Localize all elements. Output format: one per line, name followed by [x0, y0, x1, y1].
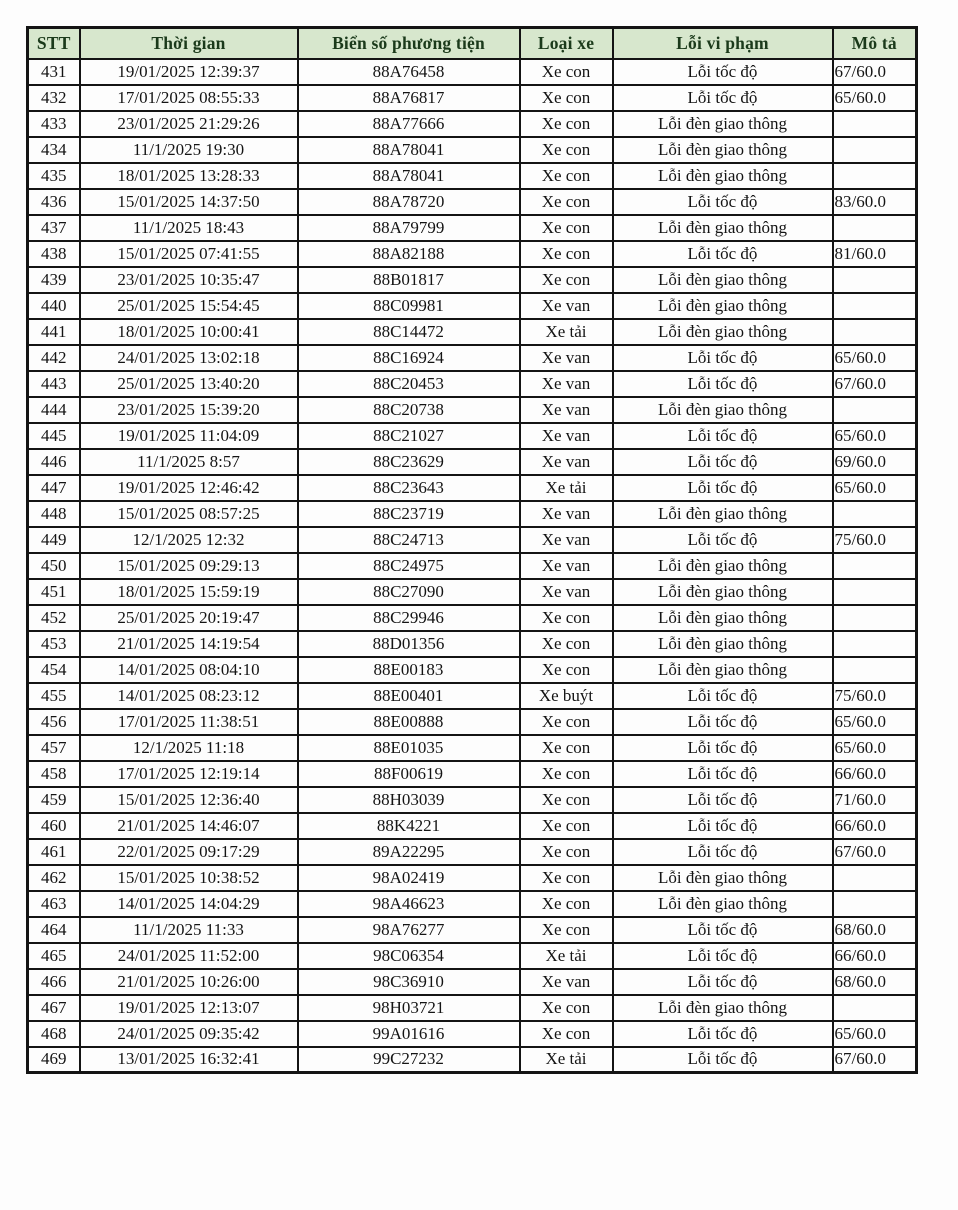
cell-violation: Lỗi tốc độ [613, 189, 833, 215]
cell-vehicle-type: Xe tải [520, 943, 613, 969]
violations-table [26, 26, 918, 1074]
cell-violation: Lỗi đèn giao thông [613, 579, 833, 605]
cell-plate: 88A76817 [298, 85, 520, 111]
cell-violation: Lỗi tốc độ [613, 761, 833, 787]
table-row [28, 1047, 917, 1073]
cell-description: 65/60.0 [833, 85, 917, 111]
cell-time: 14/01/2025 08:23:12 [80, 683, 298, 709]
cell-description [833, 631, 917, 657]
cell-plate: 98A76277 [298, 917, 520, 943]
cell-time: 15/01/2025 08:57:25 [80, 501, 298, 527]
cell-description: 83/60.0 [833, 189, 917, 215]
cell-vehicle-type: Xe van [520, 969, 613, 995]
table-row [28, 813, 917, 839]
cell-plate: 88A78041 [298, 163, 520, 189]
cell-violation: Lỗi đèn giao thông [613, 163, 833, 189]
cell-description [833, 163, 917, 189]
cell-stt: 466 [28, 969, 80, 995]
table-row [28, 475, 917, 501]
table-row [28, 943, 917, 969]
cell-vehicle-type: Xe con [520, 1021, 613, 1047]
cell-violation: Lỗi tốc độ [613, 423, 833, 449]
column-header-violation: Lỗi vi phạm [613, 28, 833, 59]
cell-description [833, 111, 917, 137]
cell-plate: 99C27232 [298, 1047, 520, 1073]
cell-violation: Lỗi tốc độ [613, 813, 833, 839]
cell-plate: 88C20453 [298, 371, 520, 397]
table-row [28, 85, 917, 111]
cell-description: 66/60.0 [833, 943, 917, 969]
cell-description: 68/60.0 [833, 917, 917, 943]
cell-description [833, 215, 917, 241]
cell-description [833, 657, 917, 683]
cell-stt: 447 [28, 475, 80, 501]
cell-plate: 89A22295 [298, 839, 520, 865]
table-row [28, 215, 917, 241]
cell-vehicle-type: Xe van [520, 501, 613, 527]
cell-vehicle-type: Xe tải [520, 1047, 613, 1073]
cell-description: 65/60.0 [833, 423, 917, 449]
cell-vehicle-type: Xe con [520, 605, 613, 631]
cell-stt: 432 [28, 85, 80, 111]
cell-vehicle-type: Xe con [520, 839, 613, 865]
cell-stt: 445 [28, 423, 80, 449]
table-row [28, 631, 917, 657]
table-row [28, 241, 917, 267]
cell-vehicle-type: Xe con [520, 891, 613, 917]
cell-description: 65/60.0 [833, 1021, 917, 1047]
cell-violation: Lỗi đèn giao thông [613, 605, 833, 631]
cell-violation: Lỗi tốc độ [613, 839, 833, 865]
cell-plate: 88E00401 [298, 683, 520, 709]
cell-violation: Lỗi tốc độ [613, 241, 833, 267]
cell-description: 66/60.0 [833, 813, 917, 839]
cell-violation: Lỗi tốc độ [613, 85, 833, 111]
table-row [28, 683, 917, 709]
table-row [28, 761, 917, 787]
cell-stt: 443 [28, 371, 80, 397]
cell-vehicle-type: Xe con [520, 163, 613, 189]
cell-stt: 450 [28, 553, 80, 579]
cell-violation: Lỗi tốc độ [613, 449, 833, 475]
cell-time: 12/1/2025 11:18 [80, 735, 298, 761]
cell-violation: Lỗi đèn giao thông [613, 657, 833, 683]
cell-vehicle-type: Xe tải [520, 475, 613, 501]
cell-plate: 88C16924 [298, 345, 520, 371]
cell-description: 81/60.0 [833, 241, 917, 267]
cell-vehicle-type: Xe con [520, 267, 613, 293]
cell-plate: 88C20738 [298, 397, 520, 423]
cell-violation: Lỗi tốc độ [613, 59, 833, 85]
cell-plate: 88C14472 [298, 319, 520, 345]
cell-time: 17/01/2025 12:19:14 [80, 761, 298, 787]
table-row [28, 371, 917, 397]
table-row [28, 501, 917, 527]
cell-violation: Lỗi đèn giao thông [613, 397, 833, 423]
cell-vehicle-type: Xe van [520, 527, 613, 553]
cell-violation: Lỗi tốc độ [613, 683, 833, 709]
cell-vehicle-type: Xe con [520, 735, 613, 761]
cell-stt: 461 [28, 839, 80, 865]
table-row [28, 865, 917, 891]
cell-plate: 88K4221 [298, 813, 520, 839]
cell-vehicle-type: Xe con [520, 995, 613, 1021]
cell-description [833, 553, 917, 579]
cell-time: 15/01/2025 10:38:52 [80, 865, 298, 891]
cell-description: 68/60.0 [833, 969, 917, 995]
cell-vehicle-type: Xe con [520, 917, 613, 943]
cell-vehicle-type: Xe con [520, 137, 613, 163]
cell-description [833, 995, 917, 1021]
cell-plate: 88B01817 [298, 267, 520, 293]
cell-description: 65/60.0 [833, 345, 917, 371]
cell-description [833, 293, 917, 319]
cell-stt: 468 [28, 1021, 80, 1047]
cell-violation: Lỗi đèn giao thông [613, 293, 833, 319]
cell-stt: 456 [28, 709, 80, 735]
cell-description: 75/60.0 [833, 683, 917, 709]
cell-stt: 446 [28, 449, 80, 475]
cell-plate: 88C29946 [298, 605, 520, 631]
cell-vehicle-type: Xe con [520, 865, 613, 891]
cell-time: 22/01/2025 09:17:29 [80, 839, 298, 865]
cell-description [833, 891, 917, 917]
table-row [28, 527, 917, 553]
cell-time: 19/01/2025 12:39:37 [80, 59, 298, 85]
cell-plate: 88A82188 [298, 241, 520, 267]
cell-plate: 88A78041 [298, 137, 520, 163]
cell-stt: 449 [28, 527, 80, 553]
cell-stt: 439 [28, 267, 80, 293]
cell-violation: Lỗi tốc độ [613, 943, 833, 969]
cell-stt: 463 [28, 891, 80, 917]
cell-violation: Lỗi đèn giao thông [613, 553, 833, 579]
cell-description: 67/60.0 [833, 839, 917, 865]
cell-vehicle-type: Xe con [520, 59, 613, 85]
cell-plate: 98H03721 [298, 995, 520, 1021]
cell-vehicle-type: Xe tải [520, 319, 613, 345]
table-row [28, 59, 917, 85]
cell-plate: 88E00888 [298, 709, 520, 735]
cell-time: 14/01/2025 08:04:10 [80, 657, 298, 683]
cell-stt: 467 [28, 995, 80, 1021]
cell-vehicle-type: Xe van [520, 293, 613, 319]
cell-stt: 454 [28, 657, 80, 683]
cell-stt: 451 [28, 579, 80, 605]
cell-plate: 98A02419 [298, 865, 520, 891]
cell-plate: 88C24713 [298, 527, 520, 553]
cell-vehicle-type: Xe van [520, 371, 613, 397]
cell-description: 67/60.0 [833, 59, 917, 85]
cell-vehicle-type: Xe con [520, 631, 613, 657]
cell-vehicle-type: Xe con [520, 761, 613, 787]
cell-violation: Lỗi đèn giao thông [613, 995, 833, 1021]
cell-plate: 88C21027 [298, 423, 520, 449]
cell-time: 15/01/2025 12:36:40 [80, 787, 298, 813]
cell-violation: Lỗi tốc độ [613, 787, 833, 813]
cell-stt: 431 [28, 59, 80, 85]
table-row [28, 709, 917, 735]
cell-stt: 459 [28, 787, 80, 813]
table-row [28, 579, 917, 605]
cell-vehicle-type: Xe con [520, 215, 613, 241]
cell-stt: 460 [28, 813, 80, 839]
cell-plate: 88C23629 [298, 449, 520, 475]
table-row [28, 787, 917, 813]
cell-stt: 469 [28, 1047, 80, 1073]
cell-plate: 88D01356 [298, 631, 520, 657]
cell-time: 24/01/2025 09:35:42 [80, 1021, 298, 1047]
cell-vehicle-type: Xe con [520, 241, 613, 267]
cell-violation: Lỗi tốc độ [613, 345, 833, 371]
cell-description [833, 605, 917, 631]
cell-description [833, 865, 917, 891]
cell-time: 25/01/2025 20:19:47 [80, 605, 298, 631]
cell-plate: 88E00183 [298, 657, 520, 683]
cell-plate: 88C27090 [298, 579, 520, 605]
cell-time: 25/01/2025 15:54:45 [80, 293, 298, 319]
cell-plate: 88A78720 [298, 189, 520, 215]
cell-time: 19/01/2025 11:04:09 [80, 423, 298, 449]
table-row [28, 449, 917, 475]
cell-time: 18/01/2025 10:00:41 [80, 319, 298, 345]
cell-vehicle-type: Xe con [520, 189, 613, 215]
cell-violation: Lỗi đèn giao thông [613, 267, 833, 293]
cell-description [833, 501, 917, 527]
cell-time: 11/1/2025 8:57 [80, 449, 298, 475]
cell-plate: 88C23643 [298, 475, 520, 501]
table-row [28, 111, 917, 137]
cell-time: 11/1/2025 11:33 [80, 917, 298, 943]
cell-vehicle-type: Xe van [520, 579, 613, 605]
cell-violation: Lỗi đèn giao thông [613, 891, 833, 917]
cell-vehicle-type: Xe van [520, 423, 613, 449]
cell-time: 19/01/2025 12:46:42 [80, 475, 298, 501]
cell-violation: Lỗi đèn giao thông [613, 137, 833, 163]
cell-time: 24/01/2025 11:52:00 [80, 943, 298, 969]
cell-plate: 88H03039 [298, 787, 520, 813]
table-row [28, 553, 917, 579]
cell-plate: 88A76458 [298, 59, 520, 85]
table-row [28, 969, 917, 995]
cell-vehicle-type: Xe con [520, 85, 613, 111]
cell-vehicle-type: Xe con [520, 709, 613, 735]
cell-stt: 438 [28, 241, 80, 267]
cell-description: 69/60.0 [833, 449, 917, 475]
cell-time: 19/01/2025 12:13:07 [80, 995, 298, 1021]
column-header-time: Thời gian [80, 28, 298, 59]
table-row [28, 423, 917, 449]
cell-description: 67/60.0 [833, 1047, 917, 1073]
table-header [28, 28, 917, 59]
cell-description [833, 137, 917, 163]
cell-vehicle-type: Xe van [520, 397, 613, 423]
cell-time: 23/01/2025 15:39:20 [80, 397, 298, 423]
cell-stt: 435 [28, 163, 80, 189]
table-row [28, 891, 917, 917]
cell-violation: Lỗi đèn giao thông [613, 501, 833, 527]
cell-violation: Lỗi tốc độ [613, 709, 833, 735]
cell-violation: Lỗi tốc độ [613, 371, 833, 397]
cell-stt: 457 [28, 735, 80, 761]
cell-time: 18/01/2025 13:28:33 [80, 163, 298, 189]
cell-description: 65/60.0 [833, 475, 917, 501]
cell-time: 17/01/2025 11:38:51 [80, 709, 298, 735]
cell-description: 67/60.0 [833, 371, 917, 397]
cell-description [833, 267, 917, 293]
cell-time: 11/1/2025 19:30 [80, 137, 298, 163]
cell-stt: 464 [28, 917, 80, 943]
table-row [28, 657, 917, 683]
cell-time: 17/01/2025 08:55:33 [80, 85, 298, 111]
cell-vehicle-type: Xe van [520, 345, 613, 371]
table-row [28, 995, 917, 1021]
header-row [28, 28, 917, 59]
cell-plate: 88C09981 [298, 293, 520, 319]
violations-table-body [28, 59, 917, 1073]
cell-stt: 462 [28, 865, 80, 891]
table-row [28, 735, 917, 761]
cell-plate: 88E01035 [298, 735, 520, 761]
cell-description: 75/60.0 [833, 527, 917, 553]
cell-violation: Lỗi tốc độ [613, 735, 833, 761]
cell-description: 65/60.0 [833, 735, 917, 761]
cell-stt: 465 [28, 943, 80, 969]
table-row [28, 319, 917, 345]
cell-stt: 453 [28, 631, 80, 657]
cell-stt: 441 [28, 319, 80, 345]
cell-violation: Lỗi tốc độ [613, 1047, 833, 1073]
column-header-plate: Biển số phương tiện [298, 28, 520, 59]
table-row [28, 267, 917, 293]
cell-vehicle-type: Xe con [520, 813, 613, 839]
cell-time: 18/01/2025 15:59:19 [80, 579, 298, 605]
column-header-vehicle-type: Loại xe [520, 28, 613, 59]
cell-plate: 88A79799 [298, 215, 520, 241]
table-row [28, 605, 917, 631]
table-row [28, 345, 917, 371]
cell-plate: 88A77666 [298, 111, 520, 137]
column-header-stt: STT [28, 28, 80, 59]
cell-stt: 433 [28, 111, 80, 137]
cell-stt: 444 [28, 397, 80, 423]
cell-violation: Lỗi đèn giao thông [613, 865, 833, 891]
table-row [28, 1021, 917, 1047]
cell-time: 23/01/2025 21:29:26 [80, 111, 298, 137]
cell-vehicle-type: Xe van [520, 553, 613, 579]
cell-plate: 88C24975 [298, 553, 520, 579]
cell-description [833, 579, 917, 605]
cell-vehicle-type: Xe van [520, 449, 613, 475]
cell-violation: Lỗi tốc độ [613, 969, 833, 995]
cell-stt: 437 [28, 215, 80, 241]
cell-vehicle-type: Xe con [520, 657, 613, 683]
cell-time: 15/01/2025 09:29:13 [80, 553, 298, 579]
cell-violation: Lỗi đèn giao thông [613, 111, 833, 137]
table-row [28, 189, 917, 215]
cell-time: 21/01/2025 10:26:00 [80, 969, 298, 995]
cell-plate: 88C23719 [298, 501, 520, 527]
table-row [28, 917, 917, 943]
cell-time: 25/01/2025 13:40:20 [80, 371, 298, 397]
cell-plate: 98A46623 [298, 891, 520, 917]
cell-time: 12/1/2025 12:32 [80, 527, 298, 553]
cell-vehicle-type: Xe buýt [520, 683, 613, 709]
cell-time: 21/01/2025 14:19:54 [80, 631, 298, 657]
cell-vehicle-type: Xe con [520, 111, 613, 137]
cell-violation: Lỗi tốc độ [613, 917, 833, 943]
cell-plate: 99A01616 [298, 1021, 520, 1047]
cell-description: 71/60.0 [833, 787, 917, 813]
cell-violation: Lỗi đèn giao thông [613, 631, 833, 657]
cell-stt: 436 [28, 189, 80, 215]
cell-stt: 440 [28, 293, 80, 319]
cell-plate: 98C06354 [298, 943, 520, 969]
cell-description [833, 319, 917, 345]
cell-plate: 88F00619 [298, 761, 520, 787]
cell-stt: 448 [28, 501, 80, 527]
cell-time: 13/01/2025 16:32:41 [80, 1047, 298, 1073]
cell-description: 66/60.0 [833, 761, 917, 787]
cell-violation: Lỗi tốc độ [613, 527, 833, 553]
cell-description: 65/60.0 [833, 709, 917, 735]
cell-time: 14/01/2025 14:04:29 [80, 891, 298, 917]
table-row [28, 163, 917, 189]
cell-stt: 434 [28, 137, 80, 163]
cell-stt: 442 [28, 345, 80, 371]
cell-violation: Lỗi tốc độ [613, 1021, 833, 1047]
cell-time: 21/01/2025 14:46:07 [80, 813, 298, 839]
cell-violation: Lỗi tốc độ [613, 475, 833, 501]
cell-plate: 98C36910 [298, 969, 520, 995]
cell-time: 11/1/2025 18:43 [80, 215, 298, 241]
cell-vehicle-type: Xe con [520, 787, 613, 813]
table-row [28, 397, 917, 423]
table-row [28, 137, 917, 163]
table-row [28, 839, 917, 865]
cell-time: 23/01/2025 10:35:47 [80, 267, 298, 293]
column-header-description: Mô tả [833, 28, 917, 59]
cell-violation: Lỗi đèn giao thông [613, 319, 833, 345]
cell-time: 24/01/2025 13:02:18 [80, 345, 298, 371]
cell-stt: 452 [28, 605, 80, 631]
table-row [28, 293, 917, 319]
cell-time: 15/01/2025 14:37:50 [80, 189, 298, 215]
cell-time: 15/01/2025 07:41:55 [80, 241, 298, 267]
cell-violation: Lỗi đèn giao thông [613, 215, 833, 241]
cell-description [833, 397, 917, 423]
cell-stt: 455 [28, 683, 80, 709]
cell-stt: 458 [28, 761, 80, 787]
